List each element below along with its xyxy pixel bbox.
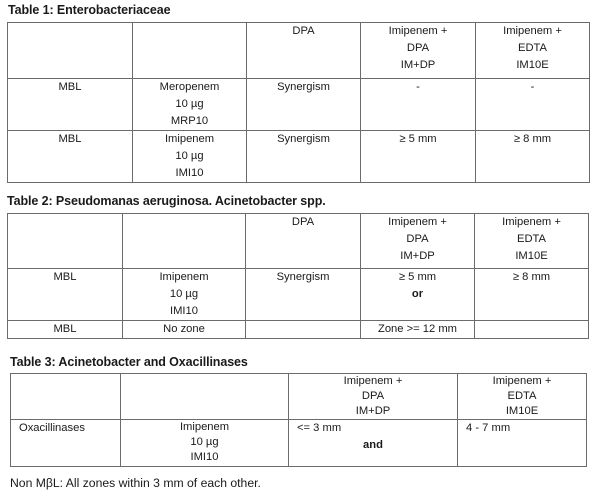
cell-line: Imipenem + xyxy=(388,216,447,228)
cell-line: 10 µg xyxy=(169,288,199,300)
table3-title: Table 3: Acinetobacter and Oxacillinases xyxy=(10,355,248,369)
cell-type: MBL xyxy=(8,321,123,339)
table-header-row xyxy=(8,214,589,269)
cell-im-dp xyxy=(361,269,475,321)
cell-line: DPA xyxy=(406,233,429,245)
cell-line: Imipenem + xyxy=(388,25,448,37)
cell-antibiotic xyxy=(123,269,246,321)
cell-line: DPA xyxy=(361,390,385,402)
cell-im10e: ≥ 8 mm xyxy=(475,269,589,321)
table2-title: Table 2: Pseudomanas aeruginosa. Acinetobacter spp. xyxy=(7,194,326,208)
cell-im-dp: - xyxy=(361,79,476,131)
cell-line: Imipenem + xyxy=(502,216,561,228)
cell-line: Imipenem xyxy=(179,421,230,433)
cell-im-dp-value: ≥ 5 mm xyxy=(398,271,437,283)
cell-line: DPA xyxy=(406,42,430,54)
header-cell xyxy=(123,214,246,269)
cell-line: IM+DP xyxy=(400,250,435,262)
cell-dpa: Synergism xyxy=(247,79,361,131)
cell-im-dp: Zone >= 12 mm xyxy=(361,321,475,339)
cell-dpa xyxy=(246,321,361,339)
header-cell xyxy=(289,374,458,420)
cell-antibiotic xyxy=(133,79,247,131)
cell-line: 10 µg xyxy=(175,98,204,110)
cell-line: 10 µg xyxy=(175,150,204,162)
header-cell xyxy=(8,214,123,269)
cell-type: Oxacillinases xyxy=(11,420,121,467)
table-enterobacteriaceae xyxy=(7,22,590,183)
cell-line: IMI10 xyxy=(190,451,219,463)
header-cell xyxy=(247,23,361,79)
cell-im-dp xyxy=(289,420,458,467)
table-header-row xyxy=(11,374,587,420)
cell-line: IM10E xyxy=(505,405,539,417)
cell-line: EDTA xyxy=(517,42,547,54)
cell-line: Imipenem + xyxy=(503,25,562,37)
cell-type: MBL xyxy=(8,269,123,321)
cell-line: MRP10 xyxy=(170,115,209,127)
header-cell xyxy=(361,214,475,269)
cell-line: IM+DP xyxy=(355,405,391,417)
cell-line: IM10E xyxy=(515,250,548,262)
cell-line: EDTA xyxy=(516,233,546,245)
cell-antibiotic xyxy=(121,420,289,467)
cell-antibiotic: No zone xyxy=(123,321,246,339)
cell-line: Imipenem xyxy=(159,271,209,283)
cell-type: MBL xyxy=(8,131,133,183)
footer-note: Non MβL: All zones within 3 mm of each other. xyxy=(10,476,261,490)
cell-im-dp: ≥ 5 mm xyxy=(361,131,476,183)
cell-dpa: Synergism xyxy=(247,131,361,183)
table-pseudomonas-acinetobacter xyxy=(7,213,589,339)
cell-line: Meropenem xyxy=(159,81,220,93)
table-acinetobacter-oxacillinases xyxy=(10,373,587,467)
table-row xyxy=(8,269,589,321)
cell-im10e: ≥ 8 mm xyxy=(476,131,590,183)
table-header-row xyxy=(8,23,590,79)
header-cell xyxy=(8,23,133,79)
cell-line: IMI10 xyxy=(175,167,204,179)
table-row xyxy=(8,131,590,183)
cell-im-dp-value: <= 3 mm xyxy=(297,422,342,434)
cell-antibiotic xyxy=(133,131,247,183)
cell-im10e xyxy=(475,321,589,339)
cell-line: IM+DP xyxy=(400,59,436,71)
table-row xyxy=(8,321,589,339)
connector-or: or xyxy=(411,288,424,300)
cell-line: IM10E xyxy=(516,59,549,71)
cell-line: 10 µg xyxy=(190,436,219,448)
connector-and: and xyxy=(363,439,383,451)
cell-line: Imipenem xyxy=(164,133,215,145)
cell-im10e: - xyxy=(476,79,590,131)
table1-title: Table 1: Enterobacteriaceae xyxy=(8,3,171,17)
header-cell xyxy=(121,374,289,420)
cell-line: IMI10 xyxy=(170,305,198,317)
cell-im10e: 4 - 7 mm xyxy=(458,420,587,467)
header-cell xyxy=(133,23,247,79)
cell-dpa: Synergism xyxy=(246,269,361,321)
header-cell xyxy=(476,23,590,79)
cell-line: Imipenem + xyxy=(492,375,552,387)
cell-type: MBL xyxy=(8,79,133,131)
header-dpa: DPA xyxy=(292,25,315,37)
header-cell xyxy=(475,214,589,269)
header-cell xyxy=(361,23,476,79)
header-cell: DPA xyxy=(246,214,361,269)
cell-line: Imipenem + xyxy=(343,375,403,387)
header-cell xyxy=(11,374,121,420)
table-row xyxy=(11,420,587,467)
header-cell xyxy=(458,374,587,420)
cell-line: EDTA xyxy=(507,390,537,402)
table-row xyxy=(8,79,590,131)
